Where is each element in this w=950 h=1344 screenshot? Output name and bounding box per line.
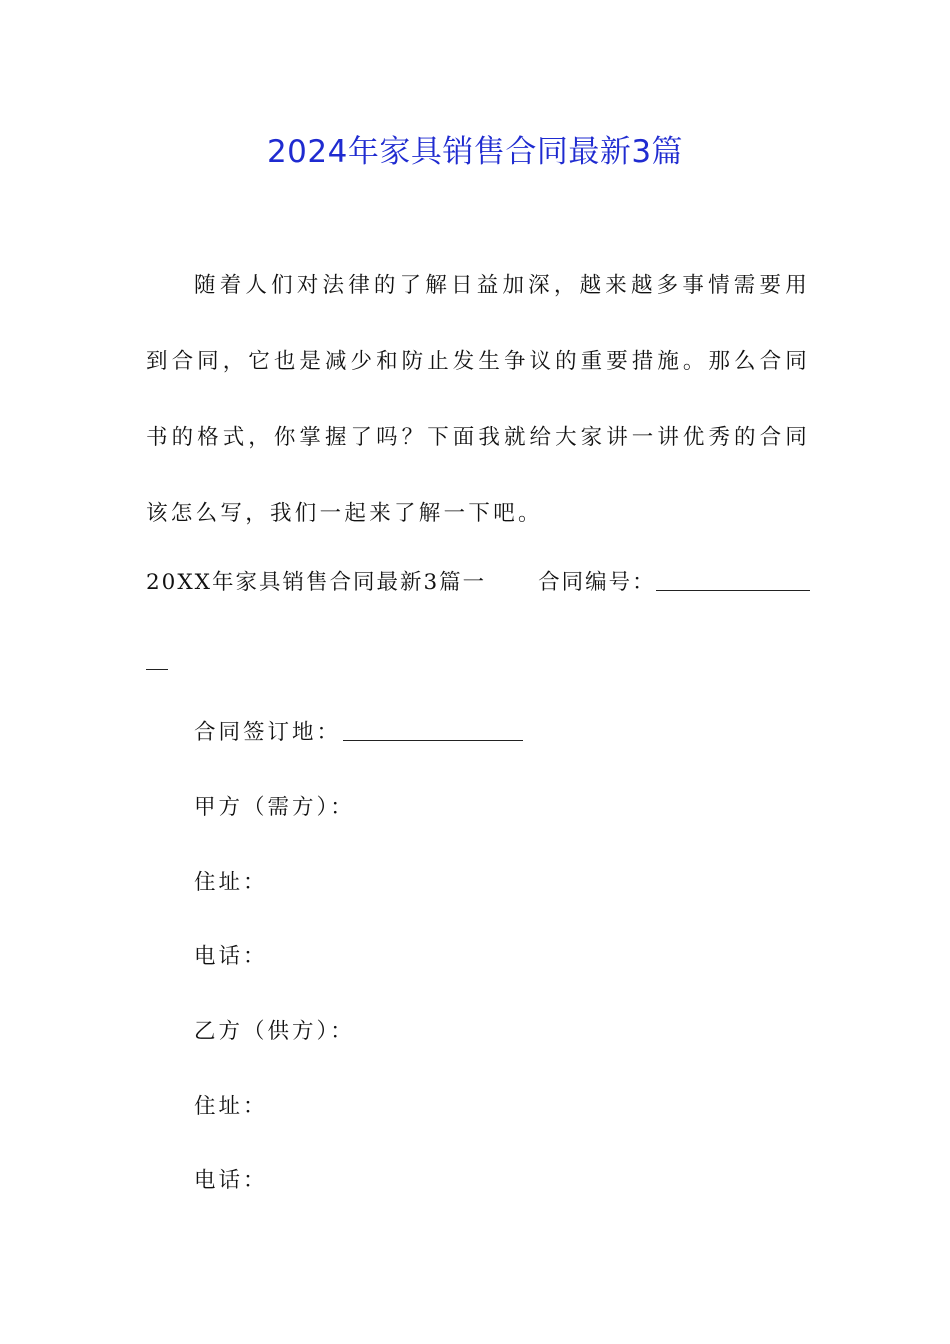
sign-place-field: [194, 713, 523, 753]
party-b-label: 乙方（供方）：: [194, 1019, 355, 1044]
party-b-phone-label: 电话：: [194, 1168, 268, 1193]
party-a-phone-label: 电话：: [194, 944, 268, 969]
intro-paragraph: 随着人们对法律的了解日益加深，越来越多事情需要用到合同，它也是减少和防止发生争议的重要措施。那么合同书的格式，你掌握了吗？下面我就给大家讲一讲优秀的合同该怎么写，我们一起来了解一下吧。: [146, 273, 810, 526]
section-heading: 20XX年家具销售合同最新3篇一: [146, 570, 487, 595]
contract-number-blank: [656, 589, 810, 591]
document-title: 2024年家具销售合同最新3篇: [266, 134, 684, 170]
party-a-label: 甲方（需方）：: [194, 795, 355, 820]
party-b-address-label: 住址：: [194, 1094, 268, 1119]
sign-place-label: 合同签订地：: [194, 720, 342, 745]
party-a-address-label: 住址：: [194, 870, 268, 895]
section-heading-line: [146, 545, 810, 621]
contract-number-blank-continued: [146, 668, 168, 670]
contract-number-label: 合同编号：: [538, 570, 656, 595]
sign-place-blank: [343, 739, 523, 741]
